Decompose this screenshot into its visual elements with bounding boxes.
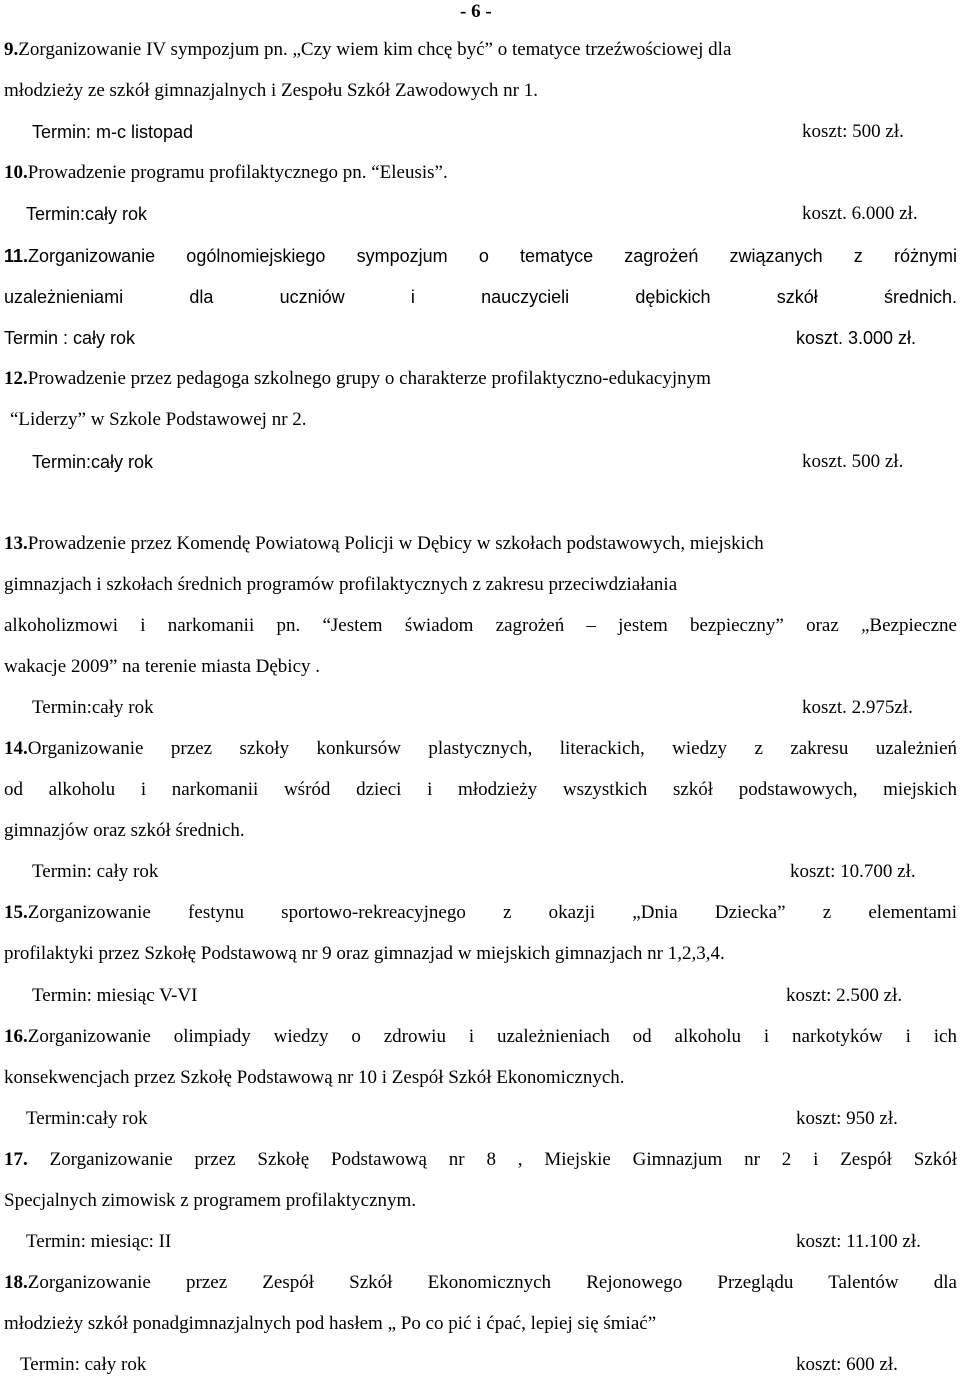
item-13-term: Termin:cały rok [32, 697, 154, 718]
item-10-line-1: 10.Prowadzenie programu profilaktycznego pn. “Eleusis”. [4, 162, 448, 183]
item-11-term: Termin : cały rok [4, 328, 136, 348]
item-9-line-1: 9.Zorganizowanie IV sympozjum pn. „Czy wiem kim chcę być” o tematyce trzeźwościowej dla [4, 39, 732, 60]
item-number: 11. [4, 246, 29, 266]
item-14-cost: koszt: 10.700 zł. [790, 861, 916, 882]
item-number: 12. [4, 368, 28, 389]
item-11-line-2: uzależnieniami dla uczniów i nauczycieli dębickich szkół średnich. [4, 287, 957, 307]
item-17-line-2: Specjalnych zimowisk z programem profilaktycznym. [4, 1190, 417, 1211]
item-number: 10. [4, 162, 28, 183]
item-number: 15. [4, 902, 28, 923]
item-number: 17. [4, 1149, 28, 1170]
item-11-cost: koszt. 3.000 zł. [796, 328, 917, 348]
item-18-term: Termin: cały rok [20, 1354, 147, 1375]
item-11-line-1: 11.Zorganizowanie ogólnomiejskiego sympozjum o tematyce zagrożeń związanych z różnymi [4, 246, 957, 266]
item-14-term: Termin: cały rok [32, 861, 159, 882]
item-15-line-1: 15.Zorganizowanie festynu sportowo-rekreacyjnego z okazji „Dnia Dziecka” z elementami [4, 902, 957, 923]
item-16-line-2: konsekwencjach przez Szkołę Podstawową nr 10 i Zespół Szkół Ekonomicznych. [4, 1067, 625, 1088]
item-18-line-1: 18.Zorganizowanie przez Zespół Szkół Ekonomicznych Rejonowego Przeglądu Talentów dla [4, 1272, 957, 1293]
item-17-line-1: 17. Zorganizowanie przez Szkołę Podstawową nr 8 , Miejskie Gimnazjum nr 2 i Zespół Szkół [4, 1149, 957, 1170]
item-number: 16. [4, 1026, 28, 1047]
item-14-line-1: 14.Organizowanie przez szkoły konkursów plastycznych, literackich, wiedzy z zakresu uzależnień [4, 738, 957, 759]
item-14-line-2: od alkoholu i narkomanii wśród dzieci i młodzieży wszystkich szkół podstawowych, miejskich [4, 779, 957, 800]
item-12-line-2: “Liderzy” w Szkole Podstawowej nr 2. [10, 409, 307, 430]
item-15-cost: koszt: 2.500 zł. [786, 985, 903, 1006]
item-10-term: Termin:cały rok [26, 204, 148, 224]
item-18-line-2: młodzieży szkół ponadgimnazjalnych pod hasłem „ Po co pić i ćpać, lepiej się śmiać” [4, 1313, 657, 1334]
item-9-cost: koszt: 500 zł. [802, 121, 904, 142]
item-16-cost: koszt: 950 zł. [796, 1108, 898, 1129]
item-13-line-2: gimnazjach i szkołach średnich programów profilaktycznych z zakresu przeciwdziałania [4, 574, 678, 595]
item-18-cost: koszt: 600 zł. [796, 1354, 898, 1375]
item-17-term: Termin: miesiąc: II [26, 1231, 172, 1252]
item-10-cost: koszt. 6.000 zł. [802, 203, 918, 224]
item-16-term: Termin:cały rok [26, 1108, 148, 1129]
item-13-line-3: alkoholizmowi i narkomanii pn. “Jestem świadom zagrożeń – jestem bezpieczny” oraz „Bezpieczne [4, 615, 957, 636]
item-13-line-4: wakacje 2009” na terenie miasta Dębicy . [4, 656, 320, 677]
item-number: 9. [4, 39, 19, 60]
item-12-line-1: 12.Prowadzenie przez pedagoga szkolnego grupy o charakterze profilaktyczno-edukacyjnym [4, 368, 711, 389]
item-12-cost: koszt. 500 zł. [802, 451, 904, 472]
item-number: 14. [4, 738, 28, 759]
item-number: 13. [4, 533, 28, 554]
item-13-line-1: 13.Prowadzenie przez Komendę Powiatową Policji w Dębicy w szkołach podstawowych, miejskich [4, 533, 764, 554]
item-9-line-2: młodzieży ze szkół gimnazjalnych i Zespołu Szkół Zawodowych nr 1. [4, 80, 538, 101]
item-17-cost: koszt: 11.100 zł. [796, 1231, 921, 1252]
page-number: - 6 - [460, 1, 492, 22]
item-12-term: Termin:cały rok [32, 452, 154, 472]
item-15-line-2: profilaktyki przez Szkołę Podstawową nr 9 oraz gimnazjad w miejskich gimnazjach nr 1,2,3,4. [4, 943, 725, 964]
item-14-line-3: gimnazjów oraz szkół średnich. [4, 820, 245, 841]
item-13-cost: koszt. 2.975zł. [802, 697, 913, 718]
item-16-line-1: 16.Zorganizowanie olimpiady wiedzy o zdrowiu i uzależnieniach od alkoholu i narkotyków i ich [4, 1026, 957, 1047]
item-15-term: Termin: miesiąc V-VI [32, 985, 198, 1006]
item-number: 18. [4, 1272, 28, 1293]
item-9-term: Termin: m-c listopad [32, 122, 194, 142]
